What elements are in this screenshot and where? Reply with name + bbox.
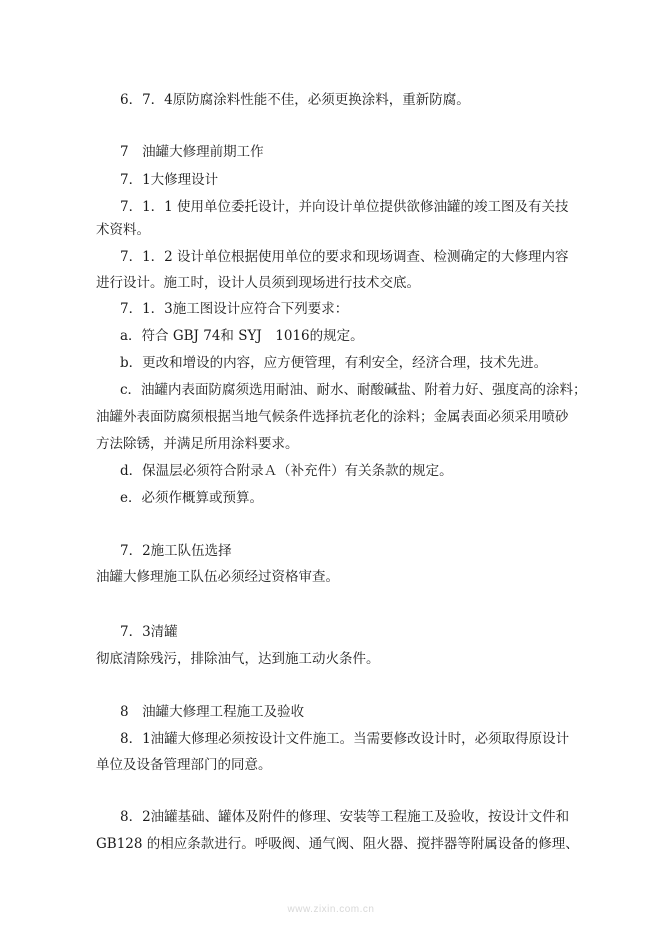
section-8-heading: 8 油罐大修理工程施工及验收: [120, 704, 305, 720]
watermark: www.zixin.com.cn: [287, 904, 375, 915]
clause-7-1-1-line-2: 术资料。: [96, 222, 150, 238]
clause-7-3-heading: 7．3清罐: [120, 624, 178, 640]
clause-7-2-heading: 7．2施工队伍选择: [120, 543, 232, 559]
clause-7-1-2-line-1: 7．1．2 设计单位根据使用单位的要求和现场调查、检测确定的大修理内容: [120, 249, 569, 265]
clause-7-2-body: 油罐大修理施工队伍必须经过资格审查。: [96, 569, 339, 585]
clause-7-1-3: 7．1．3施工图设计应符合下列要求：: [120, 301, 349, 317]
clause-6-7-4: 6．7．4原防腐涂料性能不佳，必须更换涂料，重新防腐。: [120, 92, 470, 108]
item-c-line-2: 油罐外表面防腐须根据当地气候条件选择抗老化的涂料；金属表面必须采用喷砂: [96, 409, 569, 425]
item-b: b．更改和增设的内容，应方便管理，有利安全，经济合理，技术先进。: [120, 355, 548, 371]
clause-8-1-line-1: 8．1油罐大修理必须按设计文件施工。当需要修改设计时，必须取得原设计: [120, 731, 570, 747]
item-c-line-1: c．油罐内表面防腐须选用耐油、耐水、耐酸碱盐、附着力好、强度高的涂料；: [120, 382, 587, 398]
section-7-heading: 7 油罐大修理前期工作: [120, 144, 264, 160]
clause-7-1-2-line-2: 进行设计。施工时，设计人员须到现场进行技术交底。: [96, 275, 420, 291]
clause-8-2-line-2: GB128 的相应条款进行。呼吸阀、通气阀、阻火器、搅拌器等附属设备的修理、: [96, 836, 579, 852]
clause-7-1-heading: 7．1大修理设计: [120, 172, 219, 188]
item-c-line-3: 方法除锈，并满足所用涂料要求。: [96, 436, 299, 452]
clause-8-1-line-2: 单位及设备管理部门的同意。: [96, 757, 272, 773]
clause-7-3-body: 彻底清除残污，排除油气，达到施工动火条件。: [96, 651, 380, 667]
clause-8-2-line-1: 8．2油罐基础、罐体及附件的修理、安装等工程施工及验收，按设计文件和: [120, 809, 570, 825]
item-a: a．符合 GBJ 74和 SYJ 1016的规定。: [120, 328, 364, 344]
clause-7-1-1-line-1: 7．1．1 使用单位委托设计，并向设计单位提供欲修油罐的竣工图及有关技: [120, 199, 569, 215]
item-e: e．必须作概算或预算。: [120, 490, 263, 506]
item-d: d．保温层必须符合附录Ａ（补充件）有关条款的规定。: [120, 463, 453, 479]
